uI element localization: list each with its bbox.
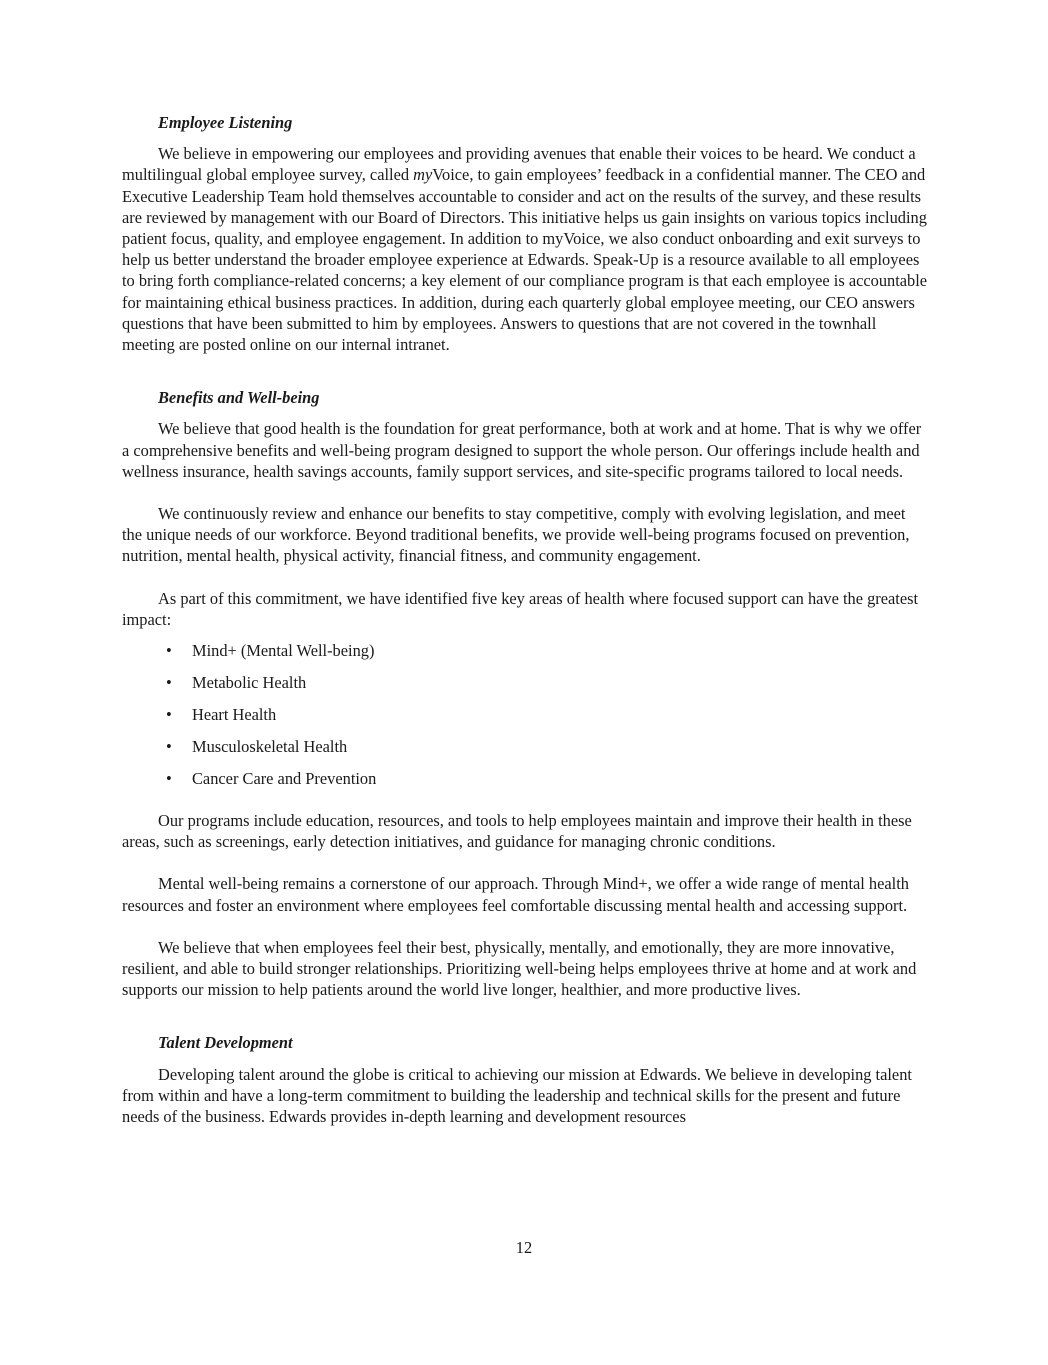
benefits-paragraph-2: We continuously review and enhance our benefits to stay competitive, comply with evolving legislation, and meet the unique needs of our workforce. Beyond traditional benefits, we provide well-being programs focused on prevention, nutrition, mental health, physical activity, financial fitness, and community engagement. — [122, 504, 910, 566]
heading-benefits-wellbeing: Benefits and Well-being — [158, 388, 320, 408]
bullet-icon: • — [166, 641, 172, 661]
benefits-paragraph-6: We believe that when employees feel their best, physically, mentally, and emotionally, they are more innovative, resilient, and able to build stronger relationships. Prioritizing well-being helps employees thrive at home and at work and supports our mission to help patients around the world live longer, healthier, and more productive lives. — [122, 937, 917, 1000]
health-areas-list — [122, 640, 928, 800]
list-item: • Musculoskeletal Health — [166, 737, 348, 757]
benefits-paragraph-3: As part of this commitment, we have identified five key areas of health where focused support can have the greatest impact: — [122, 588, 919, 629]
heading-employee-listening: Employee Listening — [158, 113, 293, 132]
employee-listening-paragraph: We believe in empowering our employees and providing avenues that enable their voices to be heard. We conduct a multilingual global employee survey, called myVoice, to gain employees’ feedback in a confidential manner. The CEO and Executive Leadership Team hold themselves accountable to consider and act on the results of the survey, and these results are reviewed by management with our Board of Directors. This initiative helps us gain insights on various topics including patient focus, quality, and employee engagement. In addition to myVoice, we also conduct onboarding and exit surveys to help us better understand the broader employee experience at Edwards. Speak-Up is a resource available to all employees to bring forth compliance-related concerns; a key element of our compliance program is that each employee is accountable for maintaining ethical business practices. In addition, during each quarterly global employee meeting, our CEO answers questions that have been submitted to him by employees. Answers to questions that are not covered in the townhall meeting are posted online on our internal intranet. — [122, 144, 928, 355]
myvoice-italic: my — [413, 165, 433, 185]
bullet-icon: • — [166, 737, 172, 757]
list-item: • Mind+ (Mental Well-being) — [166, 641, 375, 661]
page-number: 12 — [515, 1238, 533, 1257]
list-item: • Heart Health — [166, 705, 277, 725]
benefits-paragraph-1: We believe that good health is the foundation for great performance, both at work and at home. That is why we offer a comprehensive benefits and well-being program designed to support the whole person. Our offerings include health and wellness insurance, health savings accounts, family support services, and site-specific programs tailored to local needs. — [122, 419, 922, 481]
heading-talent-development: Talent Development — [158, 1033, 293, 1053]
list-item: • Metabolic Health — [166, 673, 307, 693]
benefits-paragraph-4: Our programs include education, resources, and tools to help employees maintain and improve their health in these areas, such as screenings, early detection initiatives, and guidance for managing chronic conditions. — [122, 811, 912, 852]
bullet-icon: • — [166, 705, 172, 725]
bullet-icon: • — [166, 673, 172, 693]
list-item: • Cancer Care and Prevention — [166, 769, 377, 789]
bullet-icon: • — [166, 769, 172, 789]
document-page — [122, 112, 928, 1127]
talent-paragraph-1: Developing talent around the globe is critical to achieving our mission at Edwards. We believe in developing talent from within and have a long-term commitment to building the leadership and technical skills for the present and future needs of the business. Edwards provides in-depth learning and development resources — [122, 1064, 912, 1127]
benefits-paragraph-5: Mental well-being remains a cornerstone of our approach. Through Mind+, we offer a wide range of mental health resources and foster an environment where employees feel comfortable discussing mental health and accessing support. — [122, 874, 909, 915]
